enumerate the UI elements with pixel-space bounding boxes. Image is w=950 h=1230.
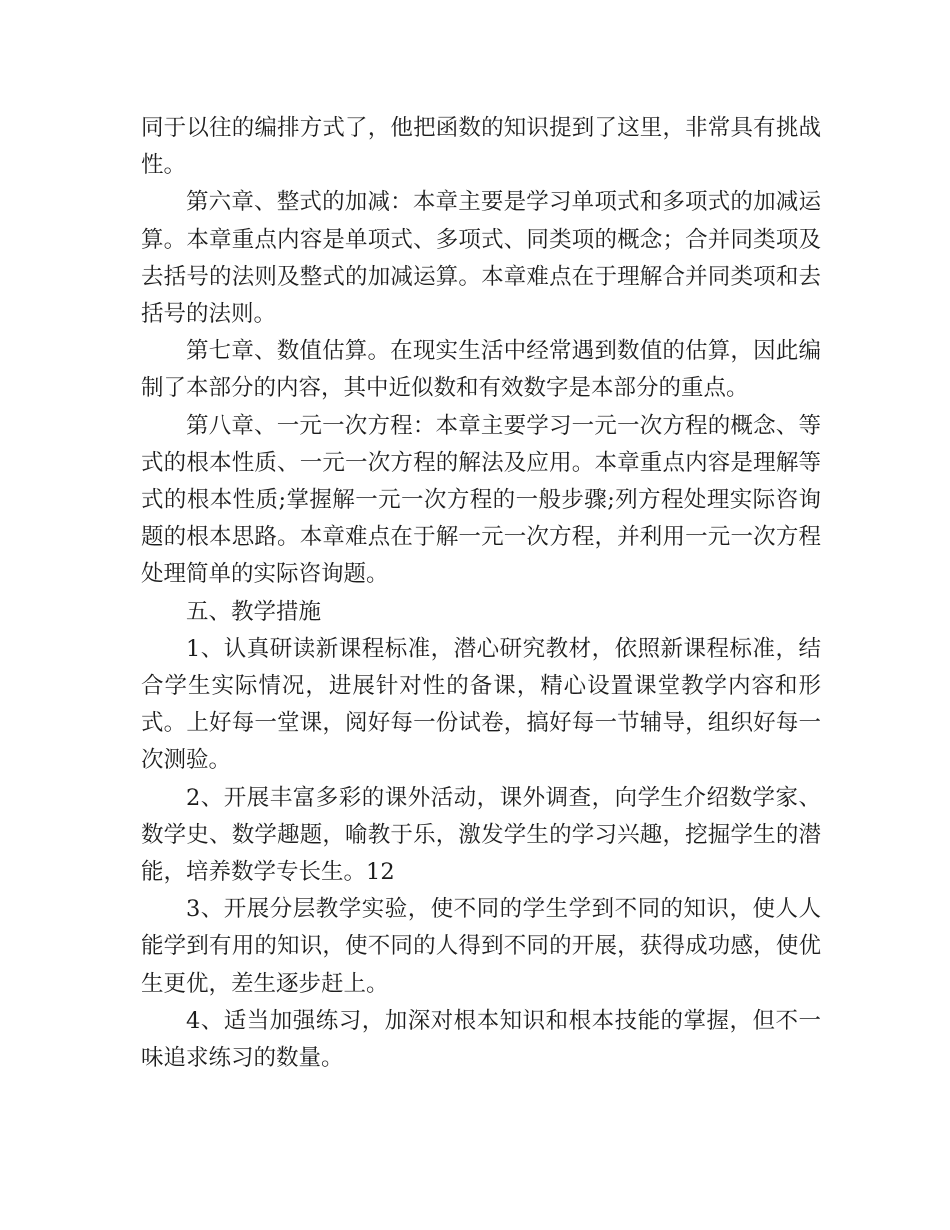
measure-item-1: 1、认真研读新课程标准，潜心研究教材，依照新课程标准，结合学生实际情况，进展针对性的备课，精心设置课堂教学内容和形式。上好每一堂课，阅好每一份试卷，搞好每一节辅导，组织好每一次测验。 — [141, 635, 821, 774]
paragraph-chapter-8: 第八章、一元一次方程：本章主要学习一元一次方程的概念、等式的根本性质、一元一次方程的解法及应用。本章重点内容是理解等式的根本性质;掌握解一元一次方程的一般步骤;列方程处理实际咨询题的根本思路。本章难点在于解一元一次方程，并利用一元一次方程处理简单的实际咨询题。 — [141, 412, 821, 588]
measure-item-4: 4、适当加强练习，加深对根本知识和根本技能的掌握，但不一味追求练习的数量。 — [141, 1007, 821, 1072]
paragraph-function-continuation: 同于以往的编排方式了，他把函数的知识提到了这里，非常具有挑战性。 — [141, 115, 821, 179]
section-heading-teaching-measures: 五、教学措施 — [186, 598, 322, 625]
paragraph-chapter-6: 第六章、整式的加减：本章主要是学习单项式和多项式的加减运算。本章重点内容是单项式、多项式、同类项的概念；合并同类项及去括号的法则及整式的加减运算。本章难点在于理解合并同类项和去括号的法则。 — [141, 189, 821, 328]
document-body — [141, 110, 821, 1077]
measure-item-3: 3、开展分层教学实验，使不同的学生学到不同的知识，使人人能学到有用的知识，使不同的人得到不同的开展，获得成功感，使优生更优，差生逐步赶上。 — [141, 896, 821, 997]
measure-item-2: 2、开展丰富多彩的课外活动，课外调查，向学生介绍数学家、数学史、数学趣题，喻教于乐，激发学生的学习兴趣，挖掘学生的潜能，培养数学专长生。12 — [141, 784, 821, 886]
paragraph-chapter-7: 第七章、数值估算。在现实生活中经常遇到数值的估算，因此编制了本部分的内容，其中近似数和有效数字是本部分的重点。 — [141, 338, 821, 402]
